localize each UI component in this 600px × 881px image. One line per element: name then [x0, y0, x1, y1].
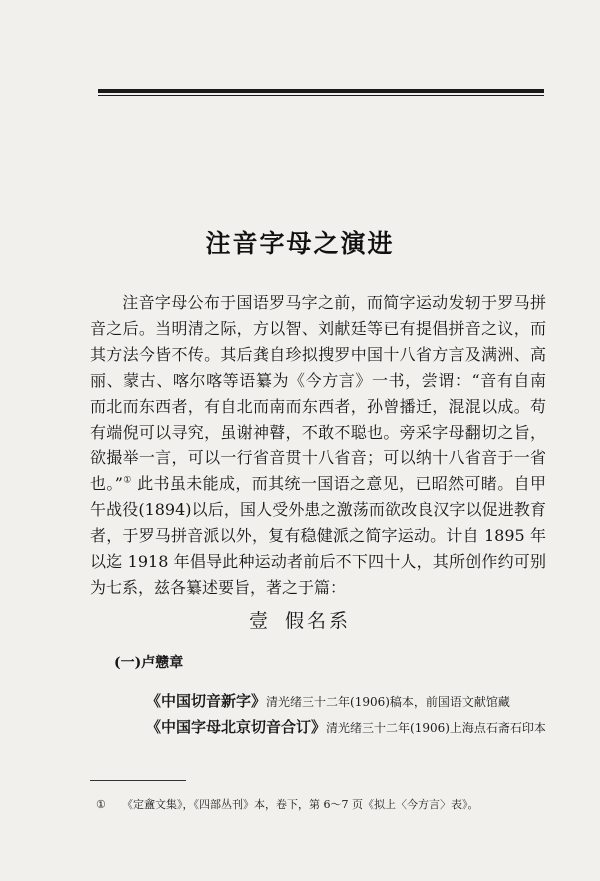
paragraph-part-2: 此书虽未能成，而其统一国语之意见，已昭然可睹。自甲午战役(1894)以后，国人受外患之激荡而欲改良汉字以促进教育者，于罗马拼音派以外，复有稳健派之简字运动。计自 1895 年以迄 1918 年倡导此种运动者前后不下四十人，其所创作约可别为七系，兹各纂述要旨，著之于篇：: [90, 474, 546, 597]
paragraph-part-1: 注音字母公布于国语罗马字之前，而简字运动发轫于罗马拼音之后。当明清之际，方以智、刘献廷等已有提倡拼音之议，而其方法今皆不传。其后龚自珍拟搜罗中国十八省方言及满洲、高丽、蒙古、喀尔喀等语纂为《今方言》一书，尝谓：“音有自南而北而东西者，有自北而南而东西者，孙曾播迁，混混以成。苟有端倪可以寻究，虽谢神瞽，不敢不聪也。旁采字母翻切之旨，欲撮举一言，可以一行省音贯十八省音；可以纳十八省音于一省也。”: [90, 293, 546, 494]
reference-line: [146, 716, 546, 737]
reference-line: [146, 690, 510, 711]
header-rule-thin: [98, 95, 544, 96]
chapter-title: 注音字母之演进: [205, 229, 395, 258]
subsection-heading: (一)卢戆章: [114, 655, 184, 671]
reference-note: 清光绪三十二年(1906)上海点石斋石印本: [326, 721, 546, 735]
footnote-reference-mark: ①: [122, 476, 132, 487]
footnote-text: 《定盦文集》，《四部丛刊》本，卷下，第 6～7 页《拟上〈今方言〉表》。: [122, 798, 479, 811]
header-rule: [98, 89, 544, 93]
body-paragraph: [90, 290, 546, 601]
footnote: [96, 796, 479, 812]
section-title: 假名系: [285, 610, 352, 632]
header-bleedthrough: [170, 66, 550, 82]
reference-note: 清光绪三十二年(1906)稿本，前国语文献馆藏: [266, 695, 510, 709]
bleedthrough-left: [98, 104, 178, 204]
footnote-marker: ①: [96, 798, 106, 811]
section-number: 壹: [248, 610, 271, 632]
section-heading: [0, 606, 600, 633]
reference-title: 《中国字母北京切音合订》: [146, 718, 327, 736]
reference-title: 《中国切音新字》: [146, 692, 267, 710]
footnote-rule: [90, 780, 186, 781]
